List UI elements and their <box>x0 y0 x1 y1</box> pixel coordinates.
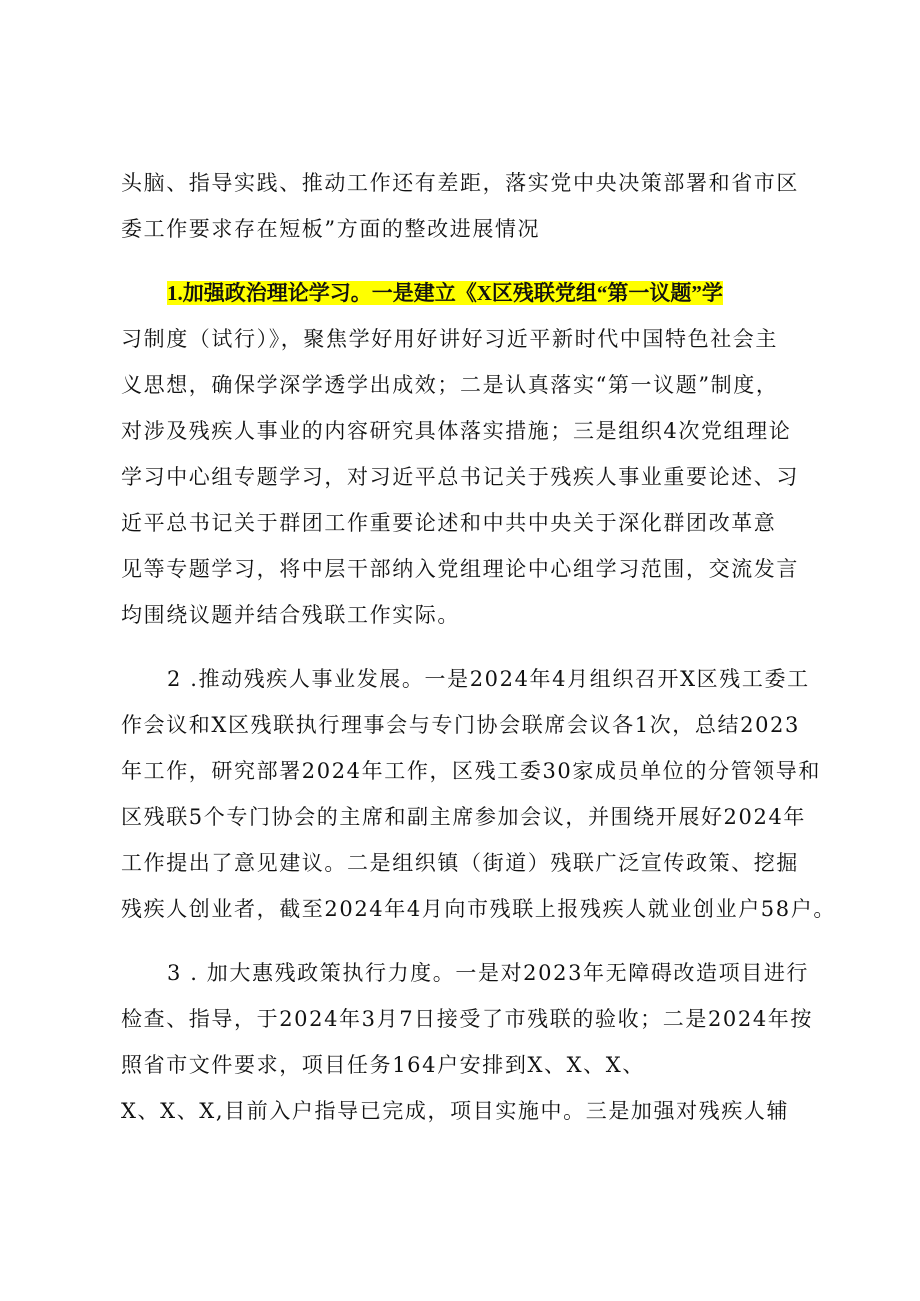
text-line: 见等专题学习，将中层干部纳入党组理论中心组学习范围，交流发言 <box>121 557 799 581</box>
text-line: 头脑、指导实践、推动工作还有差距，落实党中央决策部署和省市区 <box>121 171 799 195</box>
text-line: 义思想，确保学深学透学出成效；二是认真落实“第一议题”制度， <box>121 373 779 397</box>
text-line: 照省市文件要求，项目任务164户安排到X、X、X、 <box>121 1053 645 1077</box>
text-line: 近平总书记关于群团工作重要论述和中共中央关于深化群团改革意 <box>121 511 777 535</box>
text-line <box>121 270 811 316</box>
document-body <box>121 160 836 1134</box>
highlight-mark <box>167 281 723 305</box>
item-number: 1.加强政治理论学习。一是建立《X区残联党组“第一议题”学 <box>167 281 723 305</box>
text-line: 对涉及残疾人事业的内容研究具体落实措施；三是组织4次党组理论 <box>121 419 792 443</box>
text-line: 3 . 加大惠残政策执行力度。一是对2023年无障碍改造项目进行 <box>167 961 810 985</box>
paragraph-heading-continuation <box>121 160 811 252</box>
paragraph-item-1 <box>121 270 811 638</box>
text-line: 年工作，研究部署2024年工作，区残工委30家成员单位的分管领导和 <box>121 759 821 783</box>
text-line: 残疾人创业者，截至2024年4月向市残联上报残疾人就业创业户58户。 <box>121 897 836 921</box>
text-line: 作会议和X区残联执行理事会与专门协会联席会议各1次，总结2023 <box>121 713 800 737</box>
paragraph-item-2 <box>121 656 836 932</box>
paragraph-item-3 <box>121 950 814 1134</box>
text-line: 委工作要求存在短板”方面的整改进展情况 <box>121 217 541 241</box>
text-line: 检查、指导，于2024年3月7日接受了市残联的验收；二是2024年按 <box>121 1007 814 1031</box>
text-line: 学习中心组专题学习，对习近平总书记关于残疾人事业重要论述、习 <box>121 465 799 489</box>
text-line: 区残联5个专门协会的主席和副主席参加会议，并围绕开展好2024年 <box>121 805 807 829</box>
text-line: 习制度（试行）》，聚焦学好用好讲好习近平新时代中国特色社会主 <box>121 327 778 351</box>
text-line: 2 .推动残疾人事业发展。一是2024年4月组织召开X区残工委工 <box>167 667 810 691</box>
text-line: 均围绕议题并结合残联工作实际。 <box>121 603 460 627</box>
text-line: X、X、X,目前入户指导已完成，项目实施中。三是加强对残疾人辅 <box>121 1099 790 1123</box>
text-line: 工作提出了意见建议。二是组织镇（街道）残联广泛宣传政策、挖掘 <box>121 851 799 875</box>
